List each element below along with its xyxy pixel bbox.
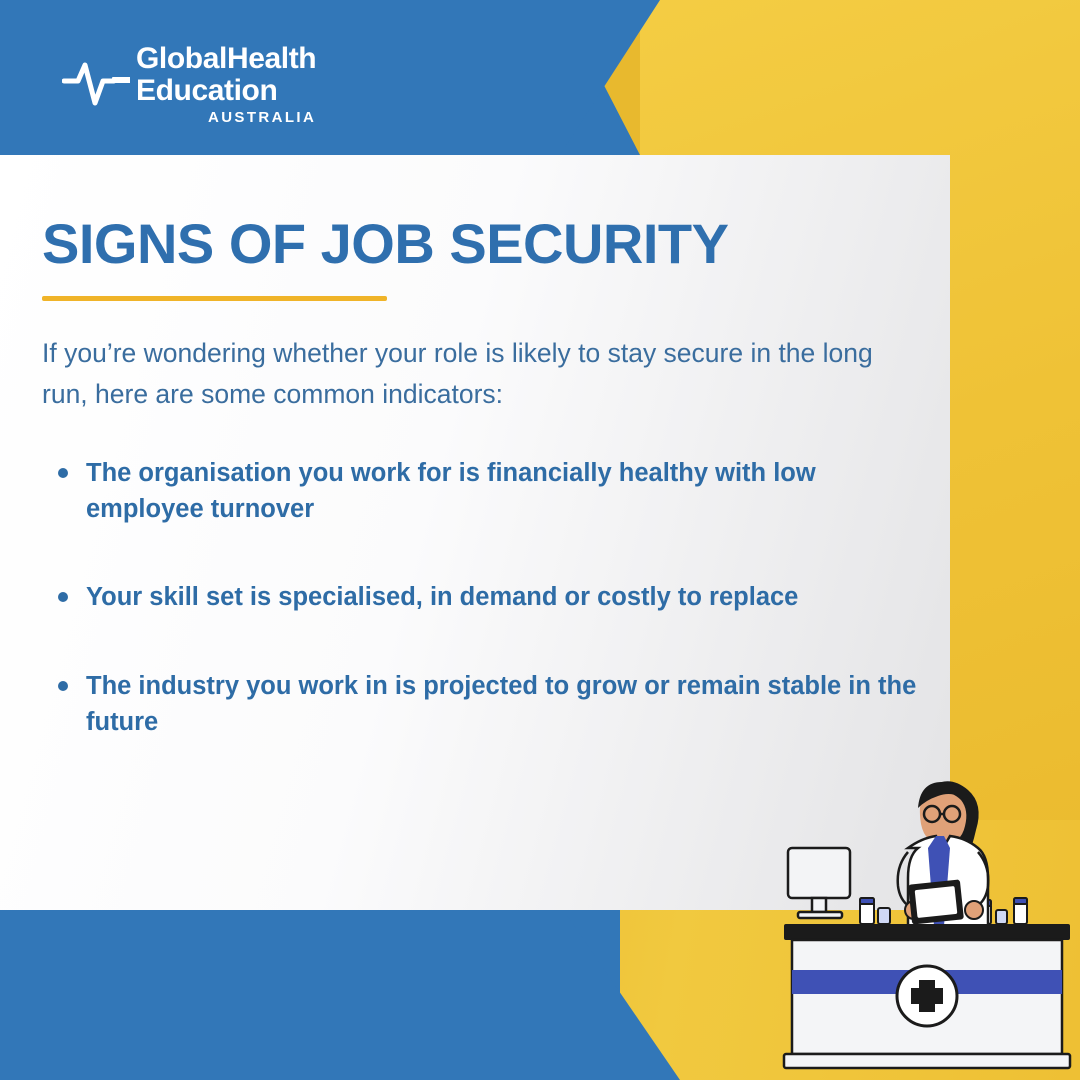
background-top-diagonal bbox=[560, 0, 660, 155]
pharmacy-counter bbox=[784, 924, 1070, 1068]
brand-logo-text bbox=[136, 42, 316, 125]
indicators-list bbox=[42, 455, 922, 740]
list-item: The organisation you work for is financially healthy with low employee turnover bbox=[42, 455, 922, 527]
headline-block bbox=[42, 212, 917, 792]
medical-cross-emblem bbox=[897, 966, 957, 1026]
title-underline-rule bbox=[42, 296, 387, 301]
list-item: Your skill set is specialised, in demand or costly to replace bbox=[42, 579, 922, 615]
heartbeat-pulse-icon bbox=[62, 51, 130, 117]
list-item: The industry you work in is projected to grow or remain stable in the future bbox=[42, 668, 922, 740]
brand-logo-line3: AUSTRALIA bbox=[207, 109, 317, 126]
brand-logo-line1: GlobalHealth bbox=[136, 42, 317, 75]
brand-logo-line2: Education bbox=[136, 74, 278, 107]
page-title: SIGNS OF JOB SECURITY bbox=[42, 212, 729, 275]
pharmacist-at-counter-illustration bbox=[782, 752, 1072, 1072]
monitor-shape bbox=[788, 848, 850, 918]
background-blue-footer-bar bbox=[0, 905, 620, 1080]
clipboard bbox=[908, 879, 964, 924]
background-bottom-diagonal bbox=[560, 905, 680, 1080]
brand-logo bbox=[62, 42, 316, 125]
intro-paragraph: If you’re wondering whether your role is likely to stay secure in the long run, here are some common indicators: bbox=[42, 337, 873, 409]
